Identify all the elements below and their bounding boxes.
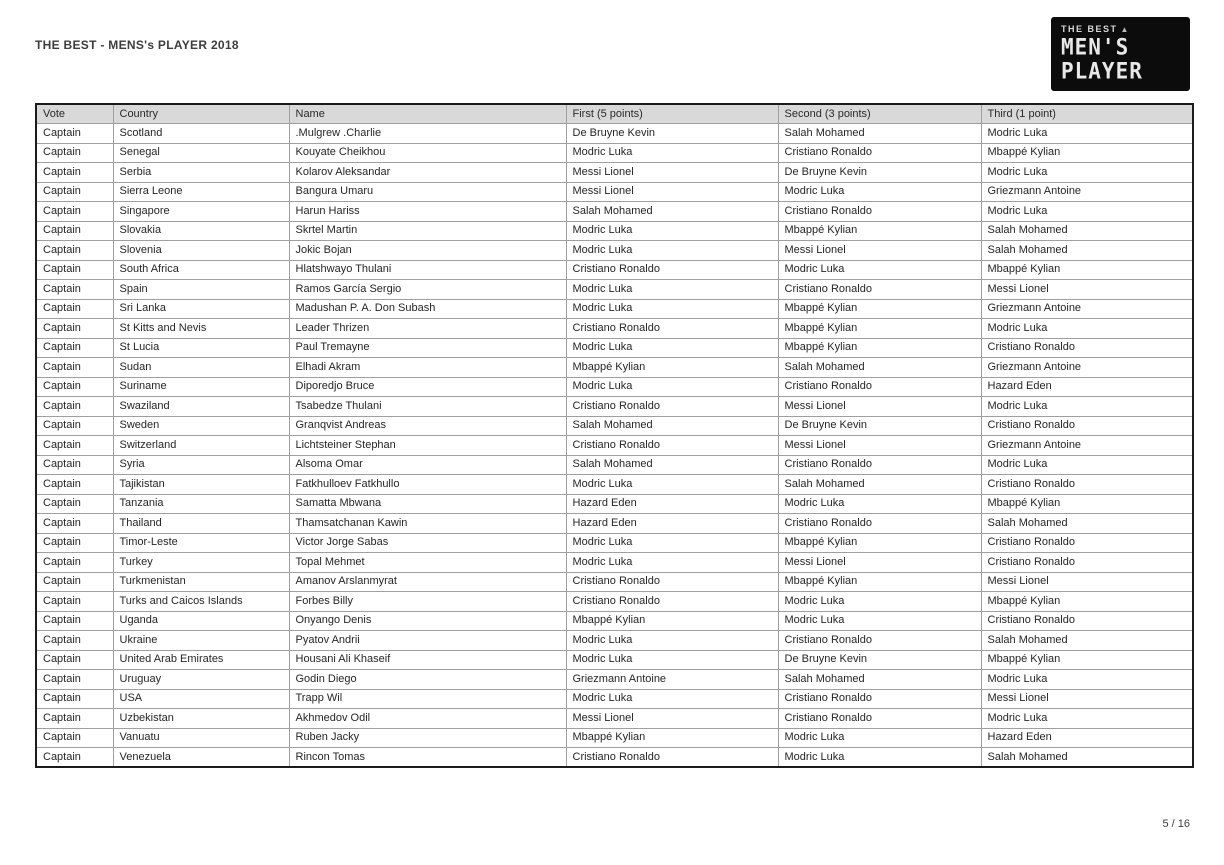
cell-name: Thamsatchanan Kawin	[289, 514, 566, 534]
cell-third: Mbappé Kylian	[981, 650, 1193, 670]
cell-first: Griezmann Antoine	[566, 670, 778, 690]
cell-name: Godin Diego	[289, 670, 566, 690]
cell-vote: Captain	[36, 299, 113, 319]
cell-first: Cristiano Ronaldo	[566, 748, 778, 768]
cell-first: Mbappé Kylian	[566, 358, 778, 378]
cell-country: Sierra Leone	[113, 182, 289, 202]
cell-vote: Captain	[36, 592, 113, 612]
cell-country: Sri Lanka	[113, 299, 289, 319]
cell-country: United Arab Emirates	[113, 650, 289, 670]
column-header-country: Country	[113, 104, 289, 124]
cell-vote: Captain	[36, 748, 113, 768]
cell-country: Uruguay	[113, 670, 289, 690]
table-row	[36, 631, 1193, 651]
cell-first: Cristiano Ronaldo	[566, 260, 778, 280]
cell-third: Mbappé Kylian	[981, 260, 1193, 280]
cell-country: Timor-Leste	[113, 533, 289, 553]
cell-vote: Captain	[36, 397, 113, 417]
table-row	[36, 553, 1193, 573]
cell-second: Cristiano Ronaldo	[778, 709, 981, 729]
table-row	[36, 709, 1193, 729]
cell-third: Salah Mohamed	[981, 514, 1193, 534]
cell-third: Cristiano Ronaldo	[981, 611, 1193, 631]
cell-first: Modric Luka	[566, 553, 778, 573]
cell-name: Diporedjo Bruce	[289, 377, 566, 397]
cell-first: Cristiano Ronaldo	[566, 397, 778, 417]
logo-line-mens: MEN'S	[1061, 33, 1130, 60]
cell-name: Hlatshwayo Thulani	[289, 260, 566, 280]
cell-country: Turkey	[113, 553, 289, 573]
trophy-icon: ▲	[1120, 24, 1130, 34]
cell-first: De Bruyne Kevin	[566, 124, 778, 144]
cell-vote: Captain	[36, 124, 113, 144]
cell-third: Messi Lionel	[981, 572, 1193, 592]
cell-second: De Bruyne Kevin	[778, 163, 981, 183]
cell-name: Lichtsteiner Stephan	[289, 436, 566, 456]
table-row	[36, 572, 1193, 592]
cell-country: Syria	[113, 455, 289, 475]
cell-second: Modric Luka	[778, 611, 981, 631]
cell-vote: Captain	[36, 202, 113, 222]
cell-second: Cristiano Ronaldo	[778, 455, 981, 475]
votes-table-body	[36, 124, 1193, 768]
cell-country: Sudan	[113, 358, 289, 378]
cell-vote: Captain	[36, 553, 113, 573]
table-row	[36, 611, 1193, 631]
cell-second: Mbappé Kylian	[778, 572, 981, 592]
cell-third: Messi Lionel	[981, 689, 1193, 709]
cell-country: St Lucia	[113, 338, 289, 358]
cell-name: Samatta Mbwana	[289, 494, 566, 514]
cell-second: Messi Lionel	[778, 436, 981, 456]
cell-second: Modric Luka	[778, 748, 981, 768]
cell-name: Forbes Billy	[289, 592, 566, 612]
cell-first: Modric Luka	[566, 221, 778, 241]
table-row	[36, 260, 1193, 280]
header-row	[36, 104, 1193, 124]
cell-second: Cristiano Ronaldo	[778, 280, 981, 300]
table-row	[36, 221, 1193, 241]
table-row	[36, 377, 1193, 397]
votes-table	[35, 103, 1194, 768]
table-row	[36, 143, 1193, 163]
table-row	[36, 436, 1193, 456]
cell-third: Mbappé Kylian	[981, 494, 1193, 514]
cell-first: Cristiano Ronaldo	[566, 436, 778, 456]
cell-vote: Captain	[36, 163, 113, 183]
table-row	[36, 163, 1193, 183]
cell-third: Mbappé Kylian	[981, 143, 1193, 163]
logo-line-player: PLAYER	[1061, 57, 1143, 84]
cell-third: Salah Mohamed	[981, 221, 1193, 241]
cell-name: Ruben Jacky	[289, 728, 566, 748]
cell-third: Salah Mohamed	[981, 748, 1193, 768]
logo-tagline-text: THE BEST	[1061, 23, 1118, 34]
cell-vote: Captain	[36, 280, 113, 300]
table-row	[36, 202, 1193, 222]
cell-third: Modric Luka	[981, 163, 1193, 183]
cell-third: Griezmann Antoine	[981, 358, 1193, 378]
cell-country: Swaziland	[113, 397, 289, 417]
cell-country: Serbia	[113, 163, 289, 183]
cell-second: Salah Mohamed	[778, 670, 981, 690]
cell-name: Trapp Wil	[289, 689, 566, 709]
cell-second: Mbappé Kylian	[778, 221, 981, 241]
cell-vote: Captain	[36, 221, 113, 241]
cell-country: Uganda	[113, 611, 289, 631]
cell-third: Modric Luka	[981, 124, 1193, 144]
table-row	[36, 416, 1193, 436]
cell-second: Messi Lionel	[778, 553, 981, 573]
column-header-third: Third (1 point)	[981, 104, 1193, 124]
cell-vote: Captain	[36, 494, 113, 514]
cell-vote: Captain	[36, 514, 113, 534]
cell-vote: Captain	[36, 241, 113, 261]
cell-vote: Captain	[36, 475, 113, 495]
cell-second: Cristiano Ronaldo	[778, 202, 981, 222]
cell-third: Mbappé Kylian	[981, 592, 1193, 612]
cell-vote: Captain	[36, 338, 113, 358]
cell-third: Modric Luka	[981, 455, 1193, 475]
cell-second: De Bruyne Kevin	[778, 416, 981, 436]
cell-name: Akhmedov Odil	[289, 709, 566, 729]
table-row	[36, 358, 1193, 378]
table-row	[36, 650, 1193, 670]
table-row	[36, 475, 1193, 495]
cell-first: Cristiano Ronaldo	[566, 572, 778, 592]
table-row	[36, 748, 1193, 768]
cell-first: Modric Luka	[566, 650, 778, 670]
cell-third: Modric Luka	[981, 709, 1193, 729]
cell-country: Uzbekistan	[113, 709, 289, 729]
cell-country: Suriname	[113, 377, 289, 397]
cell-second: Cristiano Ronaldo	[778, 514, 981, 534]
cell-name: Kolarov Aleksandar	[289, 163, 566, 183]
table-row	[36, 455, 1193, 475]
cell-second: Mbappé Kylian	[778, 319, 981, 339]
cell-vote: Captain	[36, 533, 113, 553]
cell-third: Modric Luka	[981, 397, 1193, 417]
cell-country: Slovenia	[113, 241, 289, 261]
cell-vote: Captain	[36, 611, 113, 631]
table-row	[36, 241, 1193, 261]
cell-vote: Captain	[36, 650, 113, 670]
cell-country: Tanzania	[113, 494, 289, 514]
table-row	[36, 319, 1193, 339]
cell-name: Jokic Bojan	[289, 241, 566, 261]
cell-name: Topal Mehmet	[289, 553, 566, 573]
cell-first: Hazard Eden	[566, 494, 778, 514]
column-header-second: Second (3 points)	[778, 104, 981, 124]
cell-name: Alsoma Omar	[289, 455, 566, 475]
cell-third: Griezmann Antoine	[981, 299, 1193, 319]
cell-name: Tsabedze Thulani	[289, 397, 566, 417]
cell-vote: Captain	[36, 143, 113, 163]
table-row	[36, 182, 1193, 202]
cell-third: Cristiano Ronaldo	[981, 553, 1193, 573]
cell-first: Hazard Eden	[566, 514, 778, 534]
cell-first: Modric Luka	[566, 475, 778, 495]
cell-vote: Captain	[36, 689, 113, 709]
cell-vote: Captain	[36, 709, 113, 729]
cell-country: USA	[113, 689, 289, 709]
cell-vote: Captain	[36, 572, 113, 592]
table-row	[36, 533, 1193, 553]
cell-vote: Captain	[36, 416, 113, 436]
cell-name: Ramos García Sergio	[289, 280, 566, 300]
cell-first: Salah Mohamed	[566, 416, 778, 436]
cell-third: Griezmann Antoine	[981, 436, 1193, 456]
cell-third: Modric Luka	[981, 319, 1193, 339]
cell-second: Cristiano Ronaldo	[778, 689, 981, 709]
cell-first: Modric Luka	[566, 143, 778, 163]
cell-vote: Captain	[36, 358, 113, 378]
cell-second: De Bruyne Kevin	[778, 650, 981, 670]
votes-table-header	[36, 104, 1193, 124]
cell-name: Fatkhulloev Fatkhullo	[289, 475, 566, 495]
page-title: THE BEST - MENS's PLAYER 2018	[35, 38, 239, 52]
cell-name: Housani Ali Khaseif	[289, 650, 566, 670]
cell-country: Thailand	[113, 514, 289, 534]
table-row	[36, 280, 1193, 300]
page-number: 5 / 16	[1162, 818, 1190, 830]
cell-third: Salah Mohamed	[981, 241, 1193, 261]
cell-name: Harun Hariss	[289, 202, 566, 222]
cell-name: Madushan P. A. Don Subash	[289, 299, 566, 319]
cell-second: Modric Luka	[778, 260, 981, 280]
cell-second: Salah Mohamed	[778, 358, 981, 378]
cell-first: Salah Mohamed	[566, 202, 778, 222]
cell-name: Granqvist Andreas	[289, 416, 566, 436]
cell-second: Salah Mohamed	[778, 475, 981, 495]
cell-first: Modric Luka	[566, 299, 778, 319]
cell-third: Cristiano Ronaldo	[981, 416, 1193, 436]
table-row	[36, 514, 1193, 534]
cell-name: Amanov Arslanmyrat	[289, 572, 566, 592]
cell-country: St Kitts and Nevis	[113, 319, 289, 339]
table-row	[36, 299, 1193, 319]
cell-second: Mbappé Kylian	[778, 533, 981, 553]
cell-third: Messi Lionel	[981, 280, 1193, 300]
table-row	[36, 689, 1193, 709]
cell-first: Modric Luka	[566, 631, 778, 651]
cell-vote: Captain	[36, 631, 113, 651]
table-row	[36, 338, 1193, 358]
cell-name: Rincon Tomas	[289, 748, 566, 768]
cell-country: Senegal	[113, 143, 289, 163]
cell-third: Hazard Eden	[981, 377, 1193, 397]
cell-country: Venezuela	[113, 748, 289, 768]
cell-country: Slovakia	[113, 221, 289, 241]
cell-second: Messi Lionel	[778, 397, 981, 417]
cell-country: Sweden	[113, 416, 289, 436]
cell-second: Mbappé Kylian	[778, 299, 981, 319]
cell-vote: Captain	[36, 436, 113, 456]
fifa-best-logo	[1051, 17, 1190, 91]
cell-name: Pyatov Andrii	[289, 631, 566, 651]
cell-country: Turkmenistan	[113, 572, 289, 592]
cell-first: Modric Luka	[566, 241, 778, 261]
cell-country: Switzerland	[113, 436, 289, 456]
table-row	[36, 592, 1193, 612]
column-header-vote: Vote	[36, 104, 113, 124]
cell-country: Ukraine	[113, 631, 289, 651]
table-row	[36, 728, 1193, 748]
cell-third: Salah Mohamed	[981, 631, 1193, 651]
cell-first: Cristiano Ronaldo	[566, 319, 778, 339]
cell-name: Bangura Umaru	[289, 182, 566, 202]
cell-vote: Captain	[36, 377, 113, 397]
cell-name: Paul Tremayne	[289, 338, 566, 358]
cell-first: Messi Lionel	[566, 163, 778, 183]
cell-second: Cristiano Ronaldo	[778, 631, 981, 651]
cell-vote: Captain	[36, 319, 113, 339]
cell-first: Cristiano Ronaldo	[566, 592, 778, 612]
cell-vote: Captain	[36, 670, 113, 690]
cell-second: Modric Luka	[778, 182, 981, 202]
cell-country: Tajikistan	[113, 475, 289, 495]
cell-third: Cristiano Ronaldo	[981, 338, 1193, 358]
cell-third: Hazard Eden	[981, 728, 1193, 748]
cell-vote: Captain	[36, 182, 113, 202]
cell-country: South Africa	[113, 260, 289, 280]
cell-country: Vanuatu	[113, 728, 289, 748]
cell-second: Mbappé Kylian	[778, 338, 981, 358]
cell-first: Mbappé Kylian	[566, 728, 778, 748]
cell-name: Victor Jorge Sabas	[289, 533, 566, 553]
cell-first: Salah Mohamed	[566, 455, 778, 475]
cell-name: Kouyate Cheikhou	[289, 143, 566, 163]
cell-name: Onyango Denis	[289, 611, 566, 631]
cell-first: Modric Luka	[566, 338, 778, 358]
logo-tagline	[1061, 24, 1130, 35]
cell-third: Cristiano Ronaldo	[981, 533, 1193, 553]
cell-vote: Captain	[36, 455, 113, 475]
table-row	[36, 124, 1193, 144]
cell-country: Spain	[113, 280, 289, 300]
cell-name: .Mulgrew .Charlie	[289, 124, 566, 144]
column-header-first: First (5 points)	[566, 104, 778, 124]
cell-first: Mbappé Kylian	[566, 611, 778, 631]
table-row	[36, 397, 1193, 417]
cell-third: Modric Luka	[981, 670, 1193, 690]
cell-name: Leader Thrizen	[289, 319, 566, 339]
cell-vote: Captain	[36, 260, 113, 280]
cell-name: Skrtel Martin	[289, 221, 566, 241]
cell-second: Modric Luka	[778, 494, 981, 514]
cell-second: Cristiano Ronaldo	[778, 143, 981, 163]
cell-country: Singapore	[113, 202, 289, 222]
cell-second: Salah Mohamed	[778, 124, 981, 144]
cell-second: Modric Luka	[778, 592, 981, 612]
column-header-name: Name	[289, 104, 566, 124]
cell-first: Modric Luka	[566, 533, 778, 553]
cell-third: Cristiano Ronaldo	[981, 475, 1193, 495]
cell-third: Modric Luka	[981, 202, 1193, 222]
cell-first: Modric Luka	[566, 377, 778, 397]
cell-second: Cristiano Ronaldo	[778, 377, 981, 397]
table-row	[36, 670, 1193, 690]
cell-vote: Captain	[36, 728, 113, 748]
cell-first: Modric Luka	[566, 689, 778, 709]
cell-name: Elhadi Akram	[289, 358, 566, 378]
cell-first: Messi Lionel	[566, 182, 778, 202]
cell-third: Griezmann Antoine	[981, 182, 1193, 202]
cell-first: Modric Luka	[566, 280, 778, 300]
cell-second: Modric Luka	[778, 728, 981, 748]
cell-first: Messi Lionel	[566, 709, 778, 729]
cell-second: Messi Lionel	[778, 241, 981, 261]
table-row	[36, 494, 1193, 514]
cell-country: Turks and Caicos Islands	[113, 592, 289, 612]
cell-country: Scotland	[113, 124, 289, 144]
